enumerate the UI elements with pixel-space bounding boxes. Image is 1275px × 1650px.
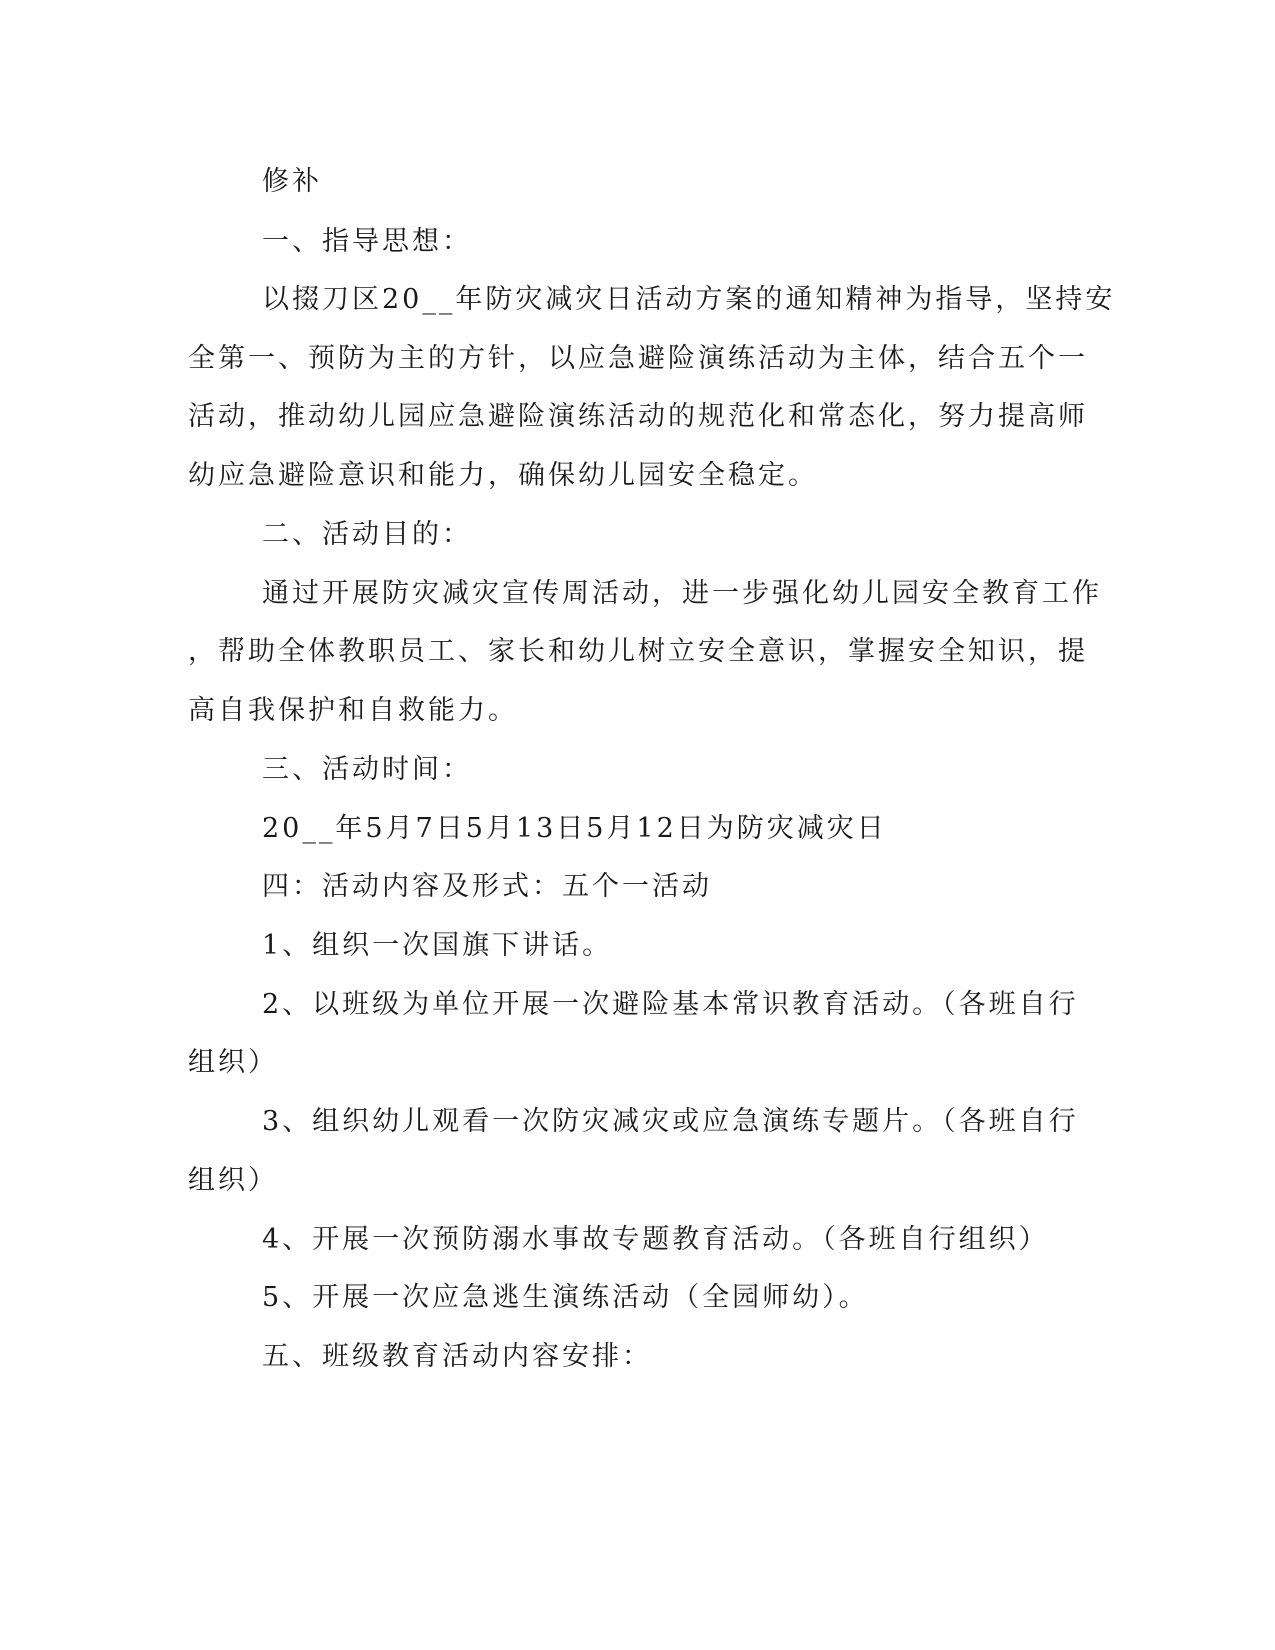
text-line: 活动，推动幼儿园应急避险演练活动的规范化和常态化，努力提高师 — [188, 401, 1088, 432]
text-line: 通过开展防灾减灾宣传周活动，进一步强化幼儿园安全教育工作 — [262, 578, 1102, 609]
list-item: 5、开展一次应急逃生演练活动（全园师幼）。 — [262, 1282, 869, 1313]
text-line: 修补 — [262, 166, 322, 197]
section-heading: 五、班级教育活动内容安排： — [262, 1341, 652, 1372]
text-line: 20__年5月7日5月13日5月12日为防灾减灾日 — [262, 813, 887, 844]
section-heading: 二、活动目的： — [262, 519, 472, 550]
section-heading: 三、活动时间： — [262, 754, 472, 785]
section-heading: 一、指导思想： — [262, 226, 472, 257]
section-heading: 四：活动内容及形式：五个一活动 — [262, 871, 712, 902]
text-line: 幼应急避险意识和能力，确保幼儿园安全稳定。 — [188, 460, 818, 491]
list-item: 2、以班级为单位开展一次避险基本常识教育活动。（各班自行 — [262, 989, 1079, 1020]
list-item: 3、组织幼儿观看一次防灾减灾或应急演练专题片。（各班自行 — [262, 1106, 1079, 1137]
list-item: 4、开展一次预防溺水事故专题教育活动。（各班自行组织） — [262, 1224, 1049, 1255]
list-item-continuation: 组织） — [188, 1047, 278, 1078]
list-item: 1、组织一次国旗下讲话。 — [262, 930, 613, 961]
text-line: ，帮助全体教职员工、家长和幼儿树立安全意识，掌握安全知识，提 — [188, 636, 1088, 667]
text-line: 全第一、预防为主的方针，以应急避险演练活动为主体，结合五个一 — [188, 343, 1088, 374]
text-line: 以掇刀区20__年防灾减灾日活动方案的通知精神为指导，坚持安 — [262, 284, 1116, 315]
text-line: 高自我保护和自救能力。 — [188, 695, 518, 726]
list-item-continuation: 组织） — [188, 1165, 278, 1196]
